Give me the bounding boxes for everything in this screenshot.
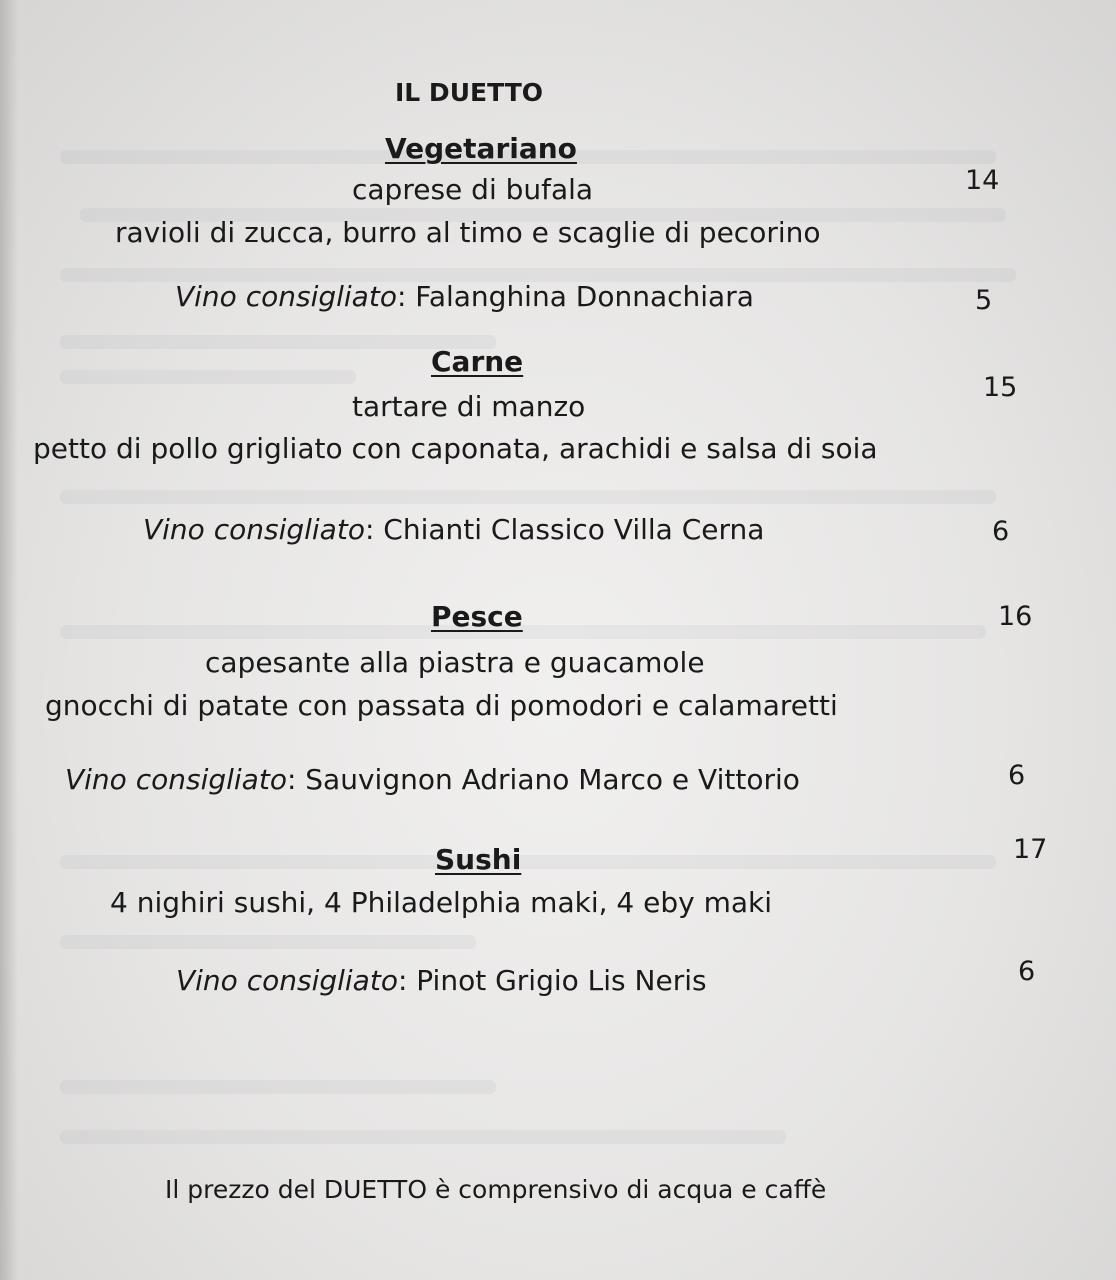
wine-label: Vino consigliato bbox=[65, 763, 287, 796]
wine-suggestion bbox=[65, 763, 800, 796]
wine-name: : Falanghina Donnachiara bbox=[396, 280, 754, 313]
dish-item: petto di pollo grigliato con caponata, arachidi e salsa di soia bbox=[33, 432, 878, 465]
section-price: 14 bbox=[965, 165, 1000, 196]
section-heading-carne: Carne bbox=[431, 345, 524, 378]
section-heading-vegetariano: Vegetariano bbox=[385, 132, 577, 165]
dish-item: gnocchi di patate con passata di pomodori e calamaretti bbox=[45, 689, 838, 722]
wine-name: : Sauvignon Adriano Marco e Vittorio bbox=[286, 763, 800, 796]
show-through-text bbox=[60, 490, 996, 504]
dish-item: ravioli di zucca, burro al timo e scaglie di pecorino bbox=[115, 216, 821, 249]
section-price: 16 bbox=[998, 601, 1033, 632]
show-through-text bbox=[60, 855, 996, 869]
dish-item: caprese di bufala bbox=[352, 173, 594, 206]
show-through-text bbox=[60, 935, 476, 949]
wine-price: 6 bbox=[1018, 956, 1036, 987]
show-through-text bbox=[60, 625, 986, 639]
section-price: 17 bbox=[1013, 834, 1048, 865]
show-through-text bbox=[60, 1130, 786, 1144]
show-through-text bbox=[60, 370, 356, 384]
wine-label: Vino consigliato bbox=[175, 280, 397, 313]
section-heading-sushi: Sushi bbox=[435, 843, 522, 876]
wine-price: 6 bbox=[992, 516, 1010, 547]
wine-label: Vino consigliato bbox=[176, 964, 398, 997]
wine-price: 5 bbox=[975, 285, 993, 316]
wine-suggestion bbox=[176, 964, 707, 997]
section-heading-pesce: Pesce bbox=[431, 600, 523, 633]
show-through-text bbox=[60, 1080, 496, 1094]
dish-item: capesante alla piastra e guacamole bbox=[205, 646, 705, 679]
wine-name: : Chianti Classico Villa Cerna bbox=[364, 513, 765, 546]
wine-label: Vino consigliato bbox=[143, 513, 365, 546]
wine-name: : Pinot Grigio Lis Neris bbox=[397, 964, 707, 997]
section-price: 15 bbox=[983, 372, 1018, 403]
dish-item: 4 nighiri sushi, 4 Philadelphia maki, 4 eby maki bbox=[110, 886, 773, 919]
menu-footer-note: Il prezzo del DUETTO è comprensivo di acqua e caffè bbox=[165, 1175, 827, 1204]
wine-suggestion bbox=[175, 280, 754, 313]
wine-suggestion bbox=[143, 513, 765, 546]
wine-price: 6 bbox=[1008, 760, 1026, 791]
menu-title: IL DUETTO bbox=[395, 78, 543, 107]
dish-item: tartare di manzo bbox=[352, 390, 586, 423]
